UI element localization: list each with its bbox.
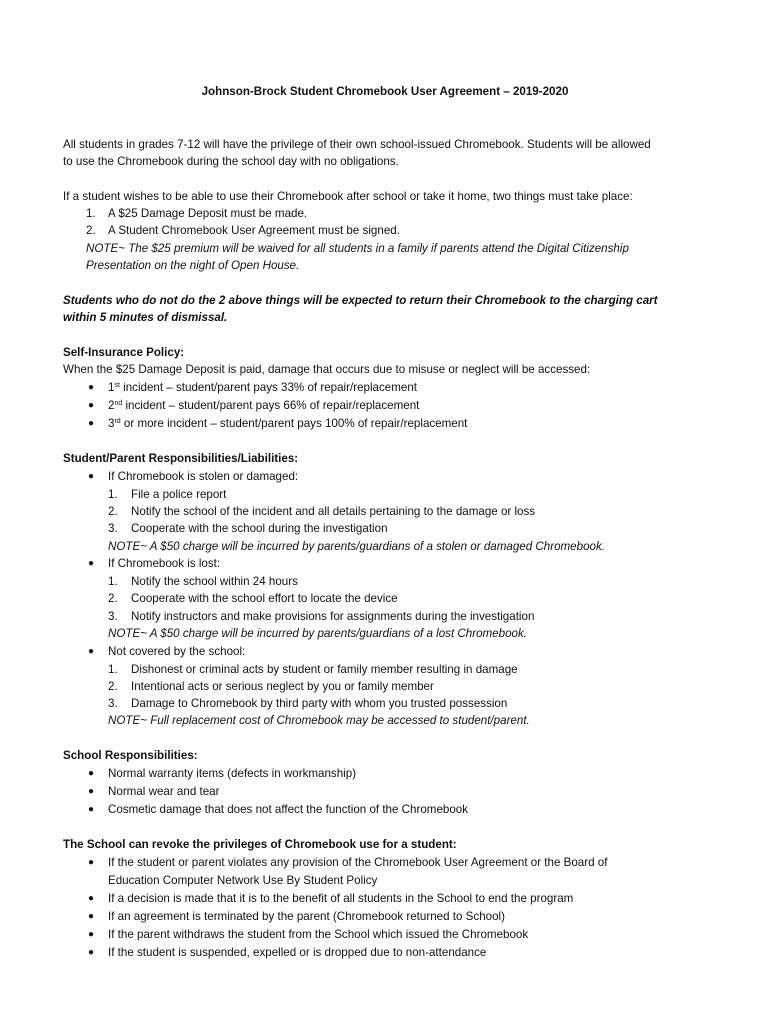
list-number: 1.	[108, 488, 118, 501]
list-number: 2.	[108, 592, 118, 605]
revoke-heading: The School can revoke the privileges of Chromebook use for a student:	[63, 838, 457, 851]
bullet-icon: ●	[88, 558, 95, 569]
responsibility-step: File a police report	[131, 488, 227, 501]
self-insurance-heading: Self-Insurance Policy:	[63, 346, 185, 359]
bullet-icon: ●	[88, 382, 95, 393]
warning-line: Students who do not do the 2 above things will be expected to return their Chromebook to the charging cart	[63, 294, 658, 307]
list-number: 3.	[108, 697, 118, 710]
responsibility-group-label: If Chromebook is stolen or damaged:	[108, 470, 299, 483]
intro-line: to use the Chromebook during the school day with no obligations.	[63, 155, 399, 168]
responsibility-note: NOTE~ A $50 charge will be incurred by parents/guardians of a stolen or damaged Chromebook.	[108, 540, 605, 553]
insurance-item: 3rd or more incident – student/parent pays 100% of repair/replacement	[108, 417, 468, 430]
bullet-icon: ●	[88, 929, 95, 940]
revoke-item: If a decision is made that it is to the benefit of all students in the School to end the program	[108, 892, 574, 905]
responsibility-step: Notify the school of the incident and all details pertaining to the damage or loss	[131, 505, 536, 518]
bullet-icon: ●	[88, 857, 95, 868]
list-number: 1.	[86, 207, 96, 220]
responsibility-step: Cooperate with the school during the investigation	[131, 522, 388, 535]
bullet-icon: ●	[88, 400, 95, 411]
conditions-note: NOTE~ The $25 premium will be waived for all students in a family if parents attend the Digital Citizenship	[86, 242, 629, 255]
intro-line: All students in grades 7-12 will have the privilege of their own school-issued Chromebook. Students will be allowed	[63, 138, 651, 151]
school-heading: School Responsibilities:	[63, 749, 198, 762]
bullet-icon: ●	[88, 911, 95, 922]
list-number: 1.	[108, 663, 118, 676]
school-item: Cosmetic damage that does not affect the function of the Chromebook	[108, 803, 469, 816]
revoke-item: If the student or parent violates any provision of the Chromebook User Agreement or the Board of	[108, 856, 608, 869]
condition-item: A $25 Damage Deposit must be made.	[108, 207, 308, 220]
insurance-item: 1st incident – student/parent pays 33% of repair/replacement	[108, 381, 418, 394]
list-number: 2.	[108, 680, 118, 693]
revoke-item-continuation: Education Computer Network Use By Student Policy	[108, 874, 378, 887]
responsibility-step: Notify instructors and make provisions for assignments during the investigation	[131, 610, 535, 623]
bullet-icon: ●	[88, 804, 95, 815]
school-item: Normal wear and tear	[108, 785, 220, 798]
bullet-icon: ●	[88, 947, 95, 958]
insurance-item: 2nd incident – student/parent pays 66% of repair/replacement	[108, 399, 420, 412]
responsibility-group-label: Not covered by the school:	[108, 645, 246, 658]
responsibility-group-label: If Chromebook is lost:	[108, 557, 221, 570]
bullet-icon: ●	[88, 768, 95, 779]
condition-item: A Student Chromebook User Agreement must be signed.	[108, 224, 400, 237]
list-number: 2.	[108, 505, 118, 518]
bullet-icon: ●	[88, 786, 95, 797]
responsibility-note: NOTE~ A $50 charge will be incurred by parents/guardians of a lost Chromebook.	[108, 627, 527, 640]
revoke-item: If an agreement is terminated by the parent (Chromebook returned to School)	[108, 910, 505, 923]
list-number: 2.	[86, 224, 96, 237]
list-number: 3.	[108, 522, 118, 535]
conditions-note: Presentation on the night of Open House.	[86, 259, 300, 272]
warning-line: within 5 minutes of dismissal.	[63, 311, 228, 324]
bullet-icon: ●	[88, 646, 95, 657]
responsibility-step: Dishonest or criminal acts by student or family member resulting in damage	[131, 663, 518, 676]
bullet-icon: ●	[88, 471, 95, 482]
revoke-item: If the student is suspended, expelled or is dropped due to non-attendance	[108, 946, 487, 959]
responsibility-step: Cooperate with the school effort to locate the device	[131, 592, 398, 605]
responsibility-step: Damage to Chromebook by third party with whom you trusted possession	[131, 697, 508, 710]
responsibility-step: Intentional acts or serious neglect by you or family member	[131, 680, 434, 693]
bullet-icon: ●	[88, 418, 95, 429]
responsibility-note: NOTE~ Full replacement cost of Chromebook may be accessed to student/parent.	[108, 714, 530, 727]
self-insurance-lead: When the $25 Damage Deposit is paid, damage that occurs due to misuse or neglect will be accessed:	[63, 363, 591, 376]
responsibility-step: Notify the school within 24 hours	[131, 575, 298, 588]
document-title: Johnson-Brock Student Chromebook User Agreement – 2019-2020	[201, 85, 569, 98]
conditions-lead: If a student wishes to be able to use their Chromebook after school or take it home, two things must take place:	[63, 190, 633, 203]
school-item: Normal warranty items (defects in workmanship)	[108, 767, 357, 780]
list-number: 3.	[108, 610, 118, 623]
revoke-item: If the parent withdraws the student from the School which issued the Chromebook	[108, 928, 529, 941]
list-number: 1.	[108, 575, 118, 588]
responsibilities-heading: Student/Parent Responsibilities/Liabilities:	[63, 452, 299, 465]
bullet-icon: ●	[88, 893, 95, 904]
